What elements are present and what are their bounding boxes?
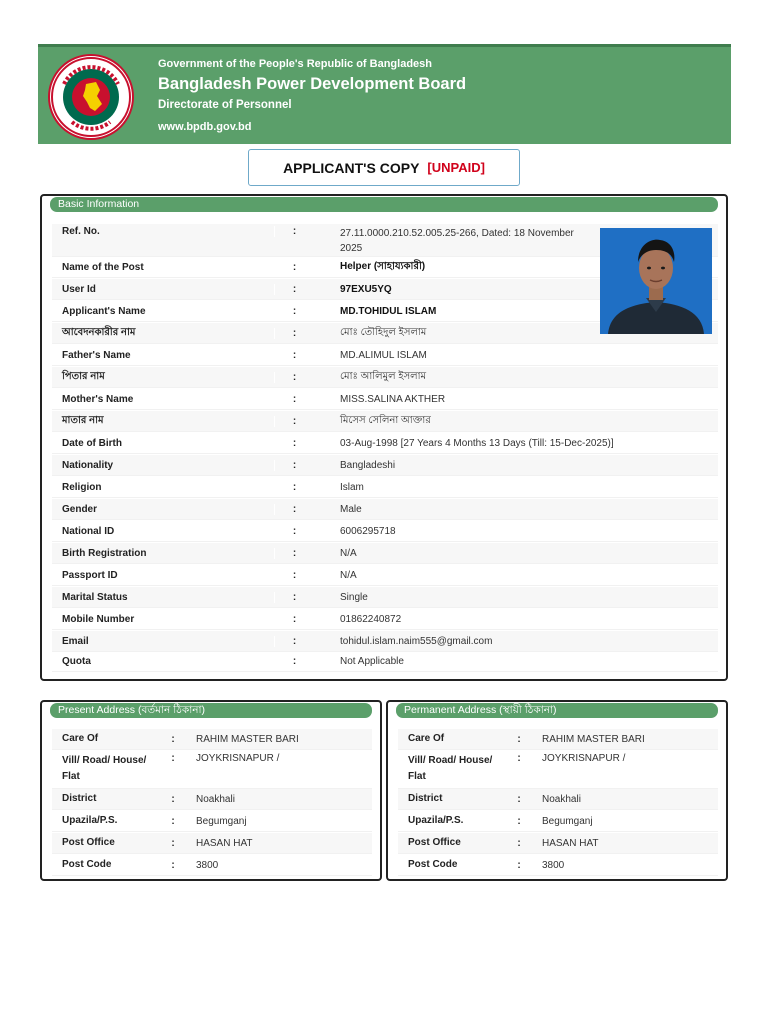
field-label: Upazila/P.S. [408,815,464,826]
separator: : [274,262,314,273]
field-value: Noakhali [196,793,235,805]
field-label: Care Of [408,733,445,744]
field-value: RAHIM MASTER BARI [196,733,299,745]
field-label: Gender [62,503,98,515]
field-value: MD.ALIMUL ISLAM [340,349,427,361]
government-seal-logo [48,54,134,140]
field-value: মোঃ তৌহিদুল ইসলাম [340,326,427,338]
field-value: Begumganj [542,815,593,827]
field-value: মোঃ আলিমুল ইসলাম [340,370,427,382]
separator: : [274,394,314,405]
field-value: Helper (সাহায্যকারী) [340,260,426,272]
address-row [398,833,718,854]
address-row [52,789,372,810]
address-row [398,729,718,750]
separator: : [274,306,314,317]
field-value: N/A [340,569,357,581]
field-value: tohidul.islam.naim555@gmail.com [340,635,493,647]
field-value: HASAN HAT [196,837,253,849]
field-value: HASAN HAT [542,837,599,849]
separator: : [517,837,521,849]
address-row [52,833,372,854]
field-value: JOYKRISNAPUR / [196,753,280,764]
field-label: Birth Registration [62,547,147,559]
basic-information-panel [40,194,728,681]
address-row [52,855,372,876]
field-label: District [408,793,443,804]
separator: : [171,815,175,827]
directorate-name: Directorate of Personnel [158,99,292,111]
address-row [398,811,718,832]
field-value: 01862240872 [340,613,402,625]
separator: : [517,733,521,745]
field-label: Vill/ Road/ House/ Flat [62,755,147,782]
field-label: Mobile Number [62,613,135,625]
field-label: Mother's Name [62,393,134,405]
field-label: National ID [62,525,115,537]
field-value: N/A [340,547,357,559]
field-value: Islam [340,481,364,493]
field-value: 6006295718 [340,525,396,537]
field-value: 27.11.0000.210.52.005.25-266, Dated: 18 November 2025 [340,228,574,254]
field-label: Applicant's Name [62,305,146,317]
field-label: Nationality [62,459,114,471]
separator: : [171,733,175,745]
field-label: Ref. No. [62,226,100,237]
table-row [52,433,718,454]
separator: : [274,636,314,647]
separator: : [517,793,521,805]
field-label: Quota [62,655,91,667]
separator: : [274,482,314,493]
separator: : [274,504,314,515]
field-value: Bangladeshi [340,459,396,471]
field-label: Email [62,635,89,647]
separator: : [517,859,521,871]
separator: : [274,328,314,339]
field-label: Marital Status [62,591,128,603]
field-label: পিতার নাম [62,370,105,382]
field-label: Vill/ Road/ House/ Flat [408,755,493,782]
field-value: 03-Aug-1998 [27 Years 4 Months 13 Days (Till: 15-Dec-2025)] [340,437,614,449]
table-row [52,477,718,498]
table-row [52,389,718,410]
organization-name: Bangladesh Power Development Board [158,75,467,93]
table-row [52,565,718,586]
payment-status-badge: [UNPAID] [427,160,485,175]
basic-information-title: Basic Information [50,197,718,212]
separator: : [274,416,314,427]
field-label: Name of the Post [62,261,144,273]
permanent-address-panel [386,700,728,881]
field-value: Single [340,591,368,603]
field-label: Religion [62,481,102,493]
field-label: মাতার নাম [62,414,104,426]
table-row [52,455,718,476]
field-label: Care Of [62,733,99,744]
field-label: Post Office [62,837,115,848]
field-value: 3800 [196,859,219,871]
field-value: Male [340,503,362,515]
separator: : [274,460,314,471]
field-value: MD.TOHIDUL ISLAM [340,305,437,317]
copy-title: APPLICANT'S COPY [283,159,420,176]
field-label: Post Code [62,859,112,870]
field-value: JOYKRISNAPUR / [542,753,626,764]
table-row [52,367,718,388]
separator: : [274,614,314,625]
separator: : [274,284,314,295]
field-label: Upazila/P.S. [62,815,118,826]
address-row [52,751,372,789]
table-row [52,587,718,608]
separator: : [517,815,521,827]
table-row [52,543,718,564]
separator: : [274,548,314,559]
address-row [52,729,372,750]
separator: : [274,226,314,237]
address-row [398,855,718,876]
header-banner [38,44,731,144]
field-label: Post Code [408,859,458,870]
field-label: Father's Name [62,349,131,361]
address-row [52,811,372,832]
field-value: Not Applicable [340,655,404,667]
separator: : [274,526,314,537]
field-label: Passport ID [62,569,118,581]
field-value: MISS.SALINA AKTHER [340,393,446,405]
separator: : [274,656,314,667]
field-label: User Id [62,283,96,295]
applicant-photo [600,228,712,334]
field-value: RAHIM MASTER BARI [542,733,645,745]
present-address-panel [40,700,382,881]
table-row [52,411,718,432]
permanent-address-title: Permanent Address (স্থায়ী ঠিকানা) [396,703,718,718]
separator: : [171,753,175,764]
field-value: Noakhali [542,793,581,805]
applicant-copy-box [248,149,520,186]
field-value: মিসেস সেলিনা আক্তার [340,414,431,426]
field-label: District [62,793,97,804]
table-row [52,609,718,630]
present-address-title: Present Address (বর্তমান ঠিকানা) [50,703,372,718]
table-row [52,345,718,366]
separator: : [171,859,175,871]
separator: : [274,438,314,449]
separator: : [274,570,314,581]
website-link[interactable]: www.bpdb.gov.bd [158,121,252,133]
field-value: Begumganj [196,815,247,827]
separator: : [274,350,314,361]
field-value: 97EXU5YQ [340,283,392,295]
field-label: Date of Birth [62,437,122,449]
field-value: 3800 [542,859,565,871]
table-row [52,521,718,542]
table-row [52,499,718,520]
separator: : [171,793,175,805]
table-row [52,651,718,672]
separator: : [274,372,314,383]
address-row [398,751,718,789]
field-label: Post Office [408,837,461,848]
field-label: আবেদনকারীর নাম [62,326,136,338]
table-row [52,631,718,652]
government-name: Government of the People's Republic of Bangladesh [158,58,432,70]
separator: : [171,837,175,849]
address-row [398,789,718,810]
separator: : [274,592,314,603]
separator: : [517,753,521,764]
